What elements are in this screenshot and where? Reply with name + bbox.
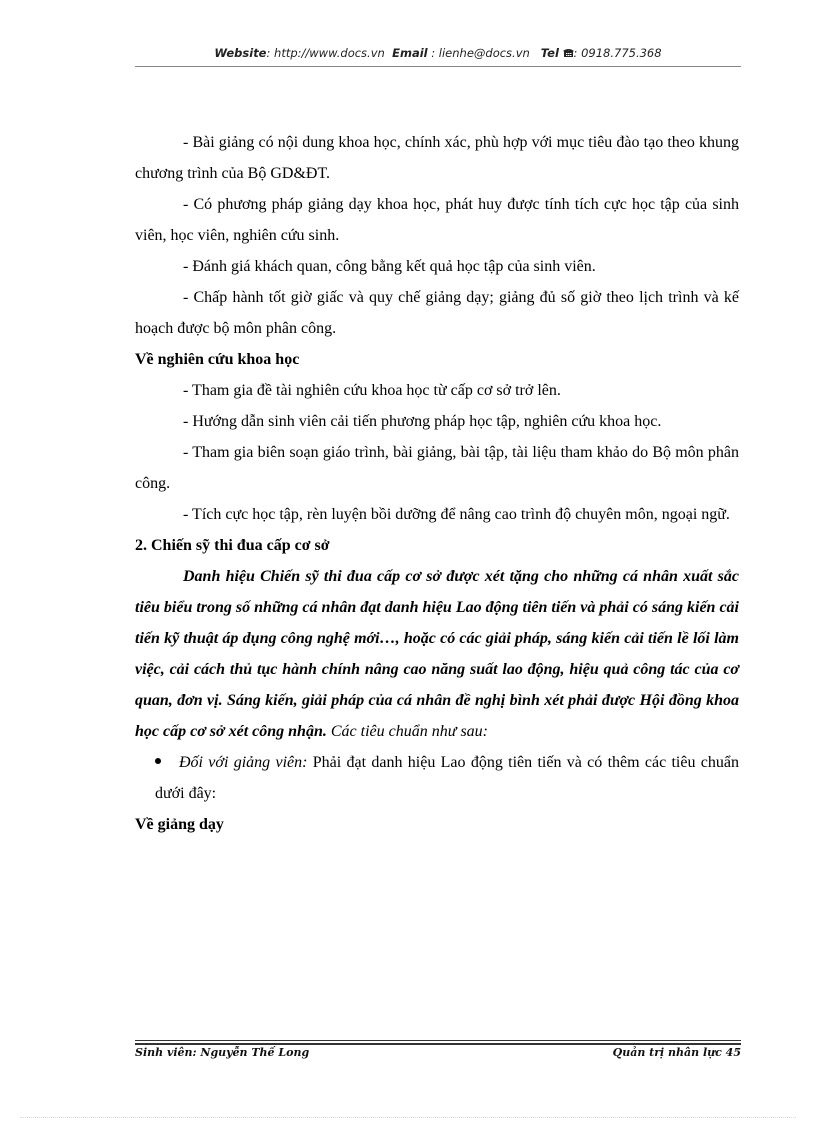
paragraph: - Tích cực học tập, rèn luyện bồi dưỡng để nâng cao trình độ chuyên môn, ngoại ngữ.	[183, 506, 730, 523]
section-heading: Về giảng dạy	[135, 816, 224, 833]
document-body	[135, 127, 739, 840]
italic-text: Các tiêu chuẩn như sau:	[326, 723, 488, 740]
phone-icon	[563, 48, 574, 58]
tel-label: Tel	[540, 46, 559, 60]
bullet-text: Phải đạt danh hiệu Lao động tiên tiến và có thêm các tiêu chuẩn dưới đây:	[155, 754, 739, 802]
paragraph: - Chấp hành tốt giờ giấc và quy chế giảng dạy; giảng đủ số giờ theo lịch trình và kế hoạch được bộ môn phân công.	[135, 289, 739, 337]
website-value: : http://www.docs.vn	[266, 46, 385, 60]
page-header	[135, 46, 741, 60]
email-value: : lienhe@docs.vn	[431, 46, 530, 60]
bullet-label: Đối với giảng viên:	[179, 754, 308, 771]
section-heading: Về nghiên cứu khoa học	[135, 351, 300, 368]
bullet-item	[135, 747, 739, 809]
footer-page-info: Quản trị nhân lực 45	[612, 1046, 741, 1059]
page-edge-divider	[20, 1117, 796, 1118]
header-rule	[135, 66, 741, 67]
website-label: Website	[214, 46, 267, 60]
paragraph: - Hướng dẫn sinh viên cải tiến phương pháp học tập, nghiên cứu khoa học.	[183, 413, 662, 430]
bullet-icon	[155, 758, 161, 764]
paragraph: - Đánh giá khách quan, công bằng kết quả học tập của sinh viên.	[183, 258, 596, 275]
emphasized-text: Danh hiệu Chiến sỹ thi đua cấp cơ sở được xét tặng cho những cá nhân xuất sắc tiêu biểu trong số những cá nhân đạt danh hiệu Lao động tiên tiến và phải có sáng kiến cải tiến kỹ thuật áp dụng công nghệ mới…, hoặc có các giải pháp, sáng kiến cải tiến lề lối làm việc, cải cách thủ tục hành chính nâng cao năng suất lao động, hiệu quả công tác của cơ quan, đơn vị. Sáng kiến, giải pháp của cá nhân đề nghị bình xét phải được Hội đồng khoa học cấp cơ sở xét công nhận.	[135, 568, 739, 740]
footer-rule	[135, 1040, 741, 1041]
section-heading: 2. Chiến sỹ thi đua cấp cơ sở	[135, 537, 330, 554]
paragraph: - Tham gia đề tài nghiên cứu khoa học từ cấp cơ sở trở lên.	[183, 382, 561, 399]
tel-value: : 0918.775.368	[573, 46, 662, 60]
paragraph: - Tham gia biên soạn giáo trình, bài giảng, bài tập, tài liệu tham khảo do Bộ môn phân công.	[135, 444, 739, 492]
paragraph: - Có phương pháp giảng dạy khoa học, phát huy được tính tích cực học tập của sinh viên, học viên, nghiên cứu sinh.	[135, 196, 739, 244]
email-label: Email	[392, 46, 428, 60]
paragraph	[135, 561, 739, 747]
paragraph: - Bài giảng có nội dung khoa học, chính xác, phù hợp với mục tiêu đào tạo theo khung chương trình của Bộ GD&ĐT.	[135, 134, 739, 182]
footer-rule	[135, 1043, 741, 1045]
footer-author: Sinh viên: Nguyễn Thế Long	[135, 1046, 310, 1059]
